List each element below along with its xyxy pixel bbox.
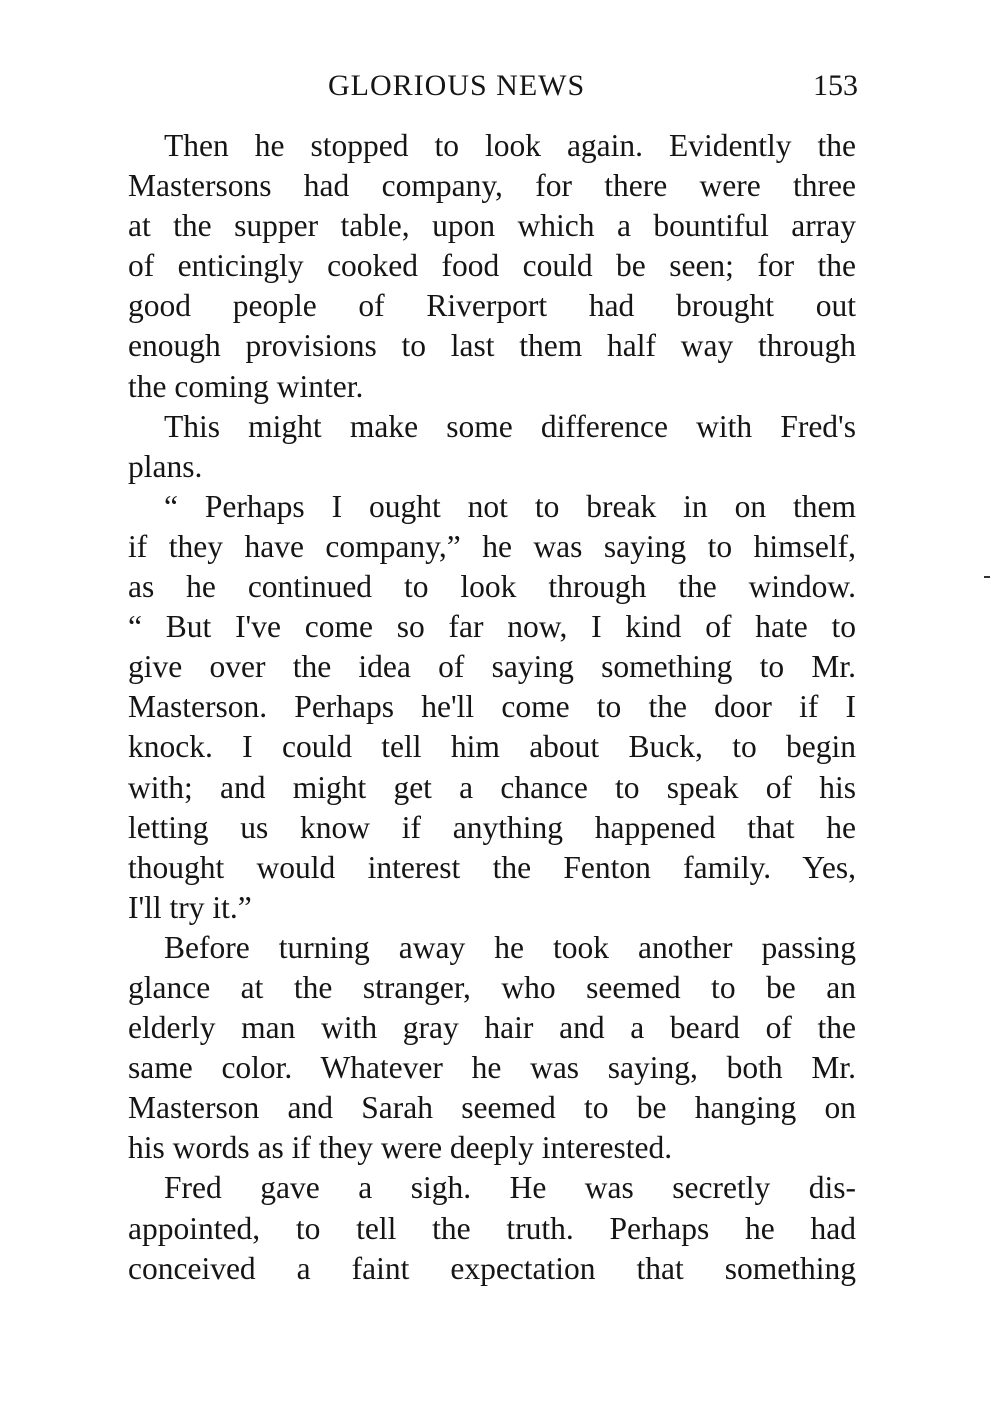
text-line: the coming winter. (128, 368, 364, 404)
print-speck (984, 576, 990, 578)
text-line: Masterson and Sarah seemed to be hanging on (128, 1090, 856, 1126)
text-line: as he continued to look through the window. (128, 569, 856, 605)
text-line: “ But I've come so far now, I kind of hate to (128, 609, 856, 645)
text-line: knock. I could tell him about Buck, to begin (128, 729, 856, 765)
text-line: “ Perhaps I ought not to break in on them (164, 488, 856, 524)
page-number: 153 (813, 69, 858, 102)
text-line: give over the idea of saying something to Mr. (128, 649, 856, 685)
text-line: Then he stopped to look again. Evidently the (164, 128, 856, 163)
text-line: Mastersons had company, for there were three (128, 168, 856, 204)
text-line: of enticingly cooked food could be seen; for the (128, 248, 856, 284)
text-line: letting us know if anything happened that he (128, 809, 856, 845)
text-line: elderly man with gray hair and a beard of the (128, 1010, 856, 1046)
text-line: conceived a faint expectation that something (128, 1250, 856, 1286)
text-line: Masterson. Perhaps he'll come to the door if I (128, 689, 856, 725)
text-line: same color. Whatever he was saying, both Mr. (128, 1050, 856, 1086)
text-line: appointed, to tell the truth. Perhaps he had (128, 1210, 856, 1246)
text-line: if they have company,” he was saying to himself, (128, 528, 856, 564)
text-line: with; and might get a chance to speak of his (128, 769, 856, 805)
body-text (128, 126, 856, 1289)
running-head (128, 64, 858, 108)
running-title: GLORIOUS NEWS (328, 69, 586, 102)
text-line: glance at the stranger, who seemed to be an (128, 969, 856, 1005)
text-line: Before turning away he took another passing (164, 929, 856, 965)
text-line: at the supper table, upon which a bountiful array (128, 208, 856, 244)
text-line: Fred gave a sigh. He was secretly dis- (164, 1170, 856, 1206)
text-line: This might make some difference with Fred's (164, 408, 856, 444)
text-line: plans. (128, 448, 203, 484)
text-line: enough provisions to last them half way through (128, 328, 856, 364)
text-line: good people of Riverport had brought out (128, 288, 856, 324)
text-line: thought would interest the Fenton family. Yes, (128, 849, 856, 885)
text-line: I'll try it.” (128, 889, 252, 925)
text-line: his words as if they were deeply interested. (128, 1130, 673, 1166)
